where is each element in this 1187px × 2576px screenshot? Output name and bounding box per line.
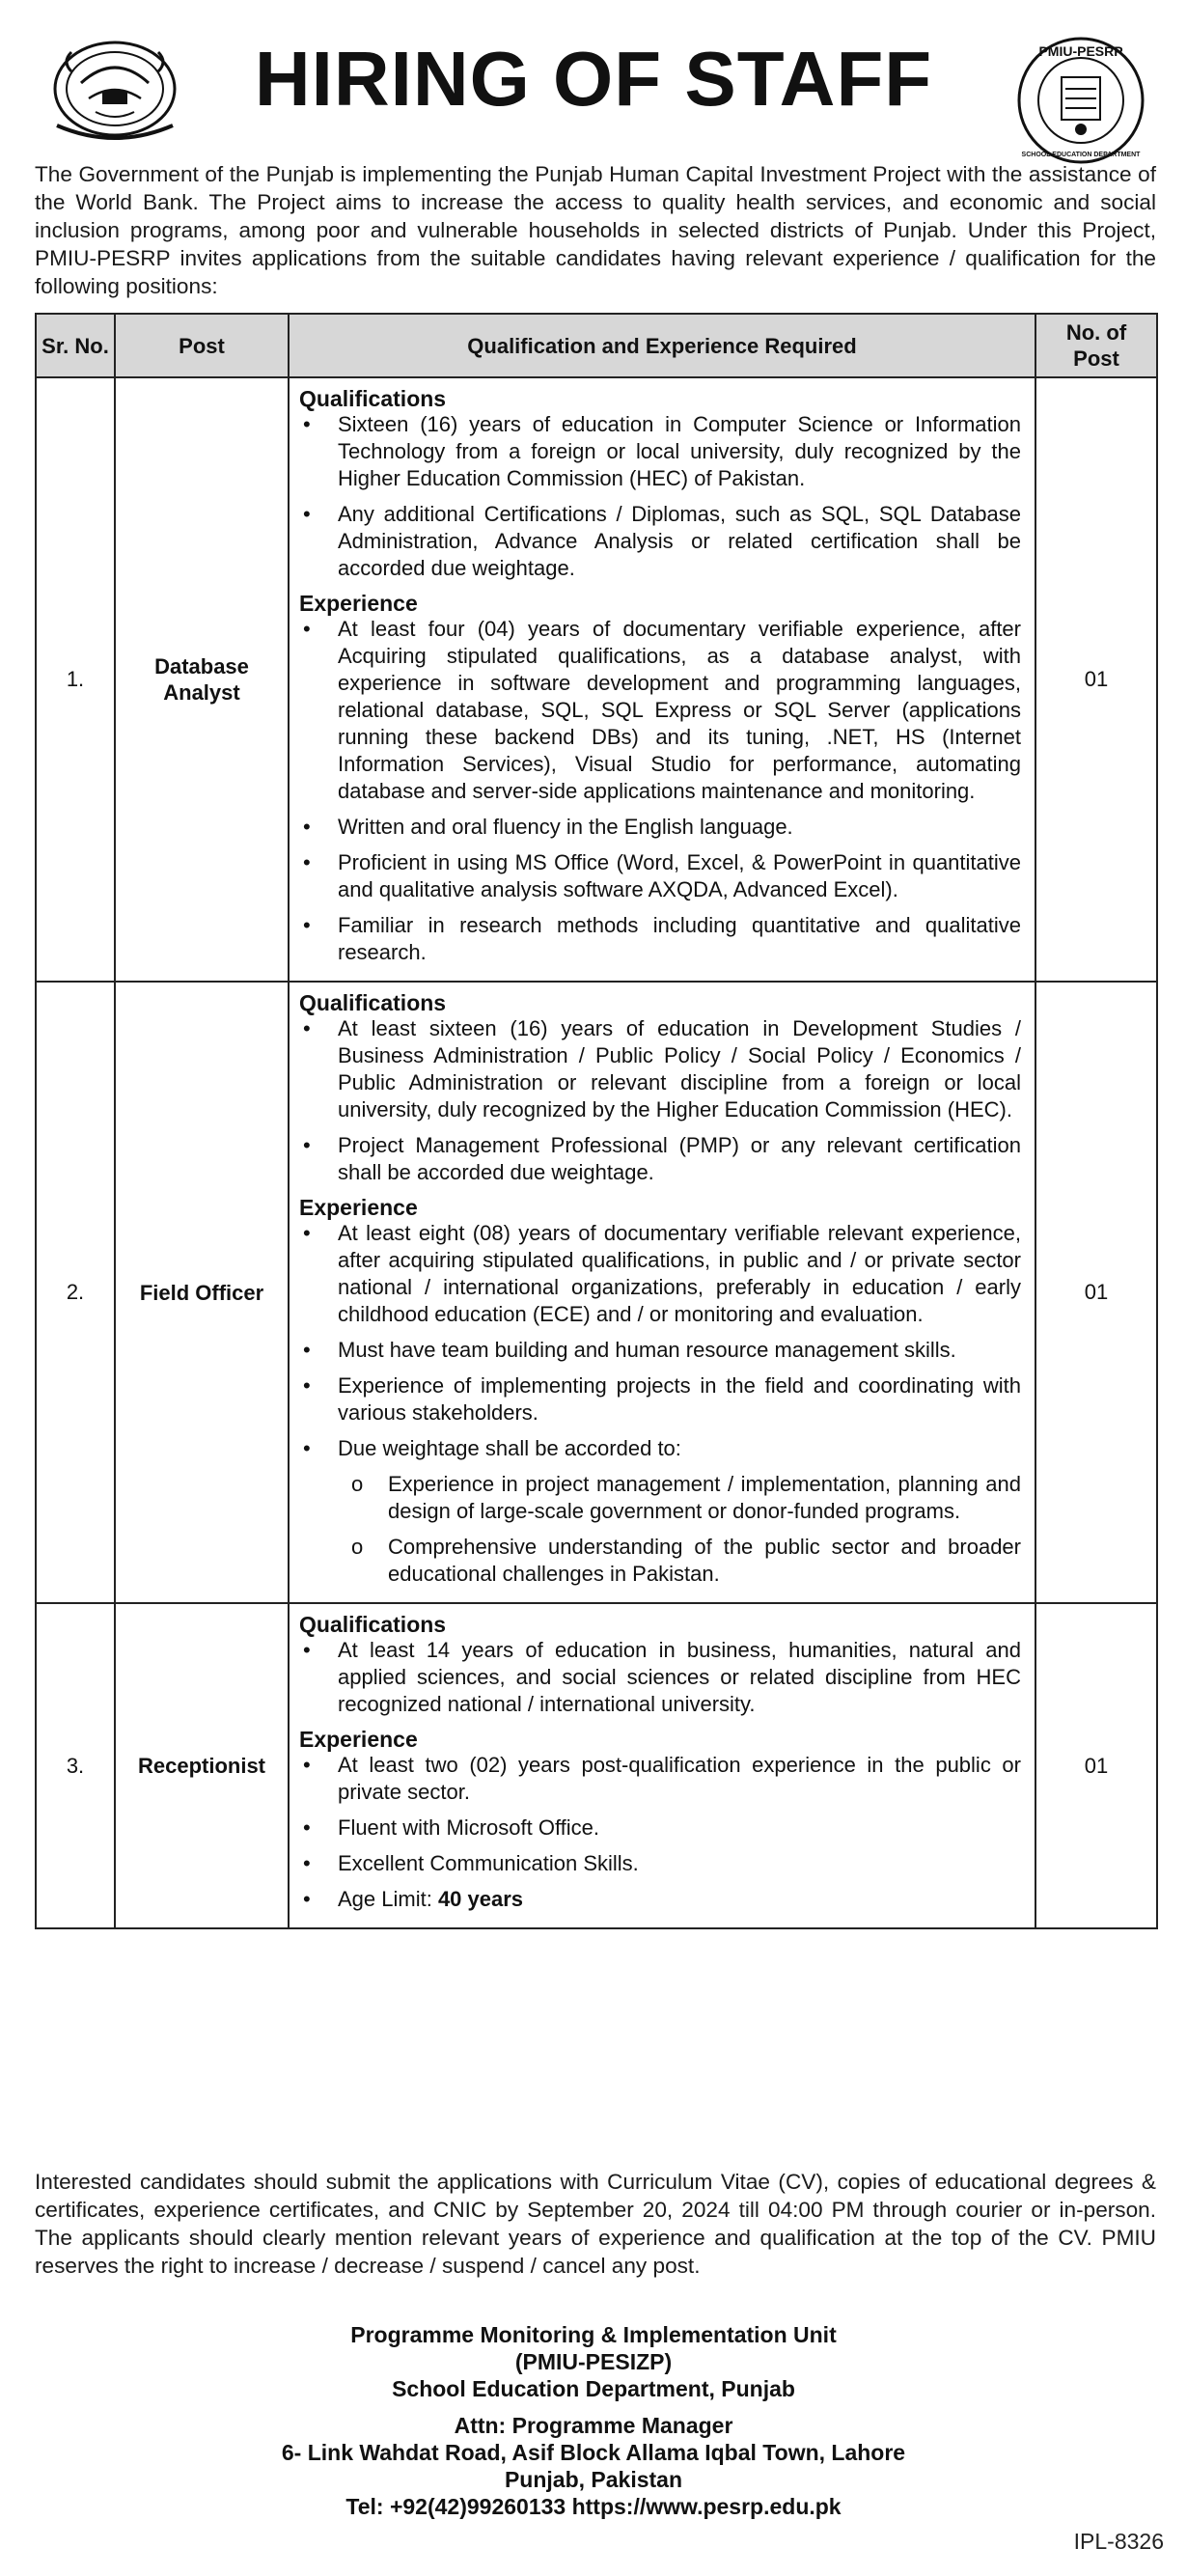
qualifications-heading: Qualifications — [299, 386, 447, 411]
list-item: • Sixteen (16) years of education in Computer Science or Information Technology from a foreign or local university, duly recognized by the Higher Education Commission (HEC) of Pakistan. — [299, 411, 1021, 492]
list-item: • Fluent with Microsoft Office. — [299, 1814, 1021, 1842]
list-item: • At least four (04) years of documentary verifiable experience, after Acquiring stipulated qualifications, as a database analyst, with experience in software development and programming languages, relational database, SQL, SQL Express or SQL Server (applications running these backend DBs) and its tuning, .NET, HS (Internet Information Services), Visual Studio for performance, automating database and server-side applications maintenance and monitoring. — [299, 616, 1021, 805]
table-row — [36, 982, 1157, 1603]
positions-table — [35, 313, 1158, 1929]
qualifications-heading: Qualifications — [299, 990, 447, 1015]
list-item: • At least sixteen (16) years of education in Development Studies / Business Administration / Public Policy / Social Policy / Economics / Public Administration or relevant discipline from a foreign or local university, duly recognized by the Higher Education Commission (HEC). — [299, 1015, 1021, 1123]
experience-heading: Experience — [299, 1195, 418, 1220]
experience-list — [299, 1220, 1021, 1588]
row-post-count: 01 — [1035, 377, 1157, 982]
footer-unit-abbr: (PMIU-PESIZP) — [514, 2349, 673, 2374]
experience-list — [299, 616, 1021, 966]
list-item: • Written and oral fluency in the English language. — [299, 814, 1021, 841]
header-sr-no: Sr. No. — [36, 314, 115, 377]
footer-contact: Tel: +92(42)99260133 https://www.pesrp.edu.pk — [345, 2494, 842, 2519]
footer-attention: Attn: Programme Manager — [454, 2413, 733, 2438]
row-post-count: 01 — [1035, 982, 1157, 1603]
list-item: • Any additional Certifications / Diplomas, such as SQL, SQL Database Administration, Advance Analysis or related certification shall be accorded due weightage. — [299, 501, 1021, 582]
age-limit-value: 40 years — [437, 1887, 524, 1911]
list-item: • Must have team building and human resource management skills. — [299, 1337, 1021, 1364]
row-sr-no: 2. — [36, 982, 115, 1603]
list-item: • At least 14 years of education in business, humanities, natural and applied sciences, and social sciences or related discipline from HEC recognized national / international university. — [299, 1637, 1021, 1718]
row-sr-no: 3. — [36, 1603, 115, 1928]
list-item: • At least eight (08) years of documentary verifiable relevant experience, after acquiring stipulated qualifications, in public and / or private sector national / international organizations, preferably in education / early childhood education (ECE) and / or monitoring and evaluation. — [299, 1220, 1021, 1328]
seal-subtext: SCHOOL EDUCATION DEPARTMENT — [1021, 152, 1141, 158]
row-post-title: Database Analyst — [115, 377, 289, 982]
page-title: HIRING OF STAFF — [254, 36, 933, 122]
list-item: • Familiar in research methods including quantitative and qualitative research. — [299, 912, 1021, 966]
row-post-title: Receptionist — [115, 1603, 289, 1928]
experience-list — [299, 1752, 1021, 1913]
application-instructions: Interested candidates should submit the applications with Curriculum Vitae (CV), copies of educational degrees & certificates, experience certificates, and CNIC by September 20, 2024 till 04:00 PM through courier or in-person. The applicants should clearly mention relevant years of experience and qualification at the top of the CV. PMIU reserves the right to increase / decrease / suspend / cancel any post. — [35, 2170, 1156, 2278]
list-item: • Proficient in using MS Office (Word, Excel, & PowerPoint in quantitative and qualitative analysis software AXQDA, Advanced Excel). — [299, 849, 1021, 903]
footer-unit-name: Programme Monitoring & Implementation Unit — [350, 2322, 837, 2347]
row-requirements — [289, 982, 1035, 1603]
footer-address-line-2: Punjab, Pakistan — [504, 2467, 683, 2492]
row-post-count: 01 — [1035, 1603, 1157, 1928]
age-limit-item — [299, 1886, 1021, 1913]
list-item: • Experience of implementing projects in the field and coordinating with various stakeholders. — [299, 1372, 1021, 1426]
header-no-of-post: No. of Post — [1035, 314, 1157, 377]
qualifications-list — [299, 1015, 1021, 1186]
experience-heading: Experience — [299, 591, 418, 616]
row-sr-no: 1. — [36, 377, 115, 982]
list-item: • At least two (02) years post-qualification experience in the public or private sector. — [299, 1752, 1021, 1806]
footer-department: School Education Department, Punjab — [392, 2376, 795, 2401]
qualifications-list — [299, 1637, 1021, 1718]
footer-address-line-1: 6- Link Wahdat Road, Asif Block Allama Iqbal Town, Lahore — [281, 2440, 906, 2465]
row-requirements — [289, 1603, 1035, 1928]
qualifications-heading: Qualifications — [299, 1612, 447, 1637]
seal-title-text: PMIU-PESRP — [1038, 43, 1123, 59]
experience-heading: Experience — [299, 1727, 418, 1752]
pmiu-pesrp-seal-logo — [1015, 35, 1146, 166]
header-qualification: Qualification and Experience Required — [289, 314, 1035, 377]
list-item: • Project Management Professional (PMP) or any relevant certification shall be accorded due weightage. — [299, 1132, 1021, 1186]
qualifications-list — [299, 411, 1021, 582]
list-sub-item: o Comprehensive understanding of the public sector and broader educational challenges in Pakistan. — [299, 1534, 1021, 1588]
table-row — [36, 1603, 1157, 1928]
table-header-row — [36, 314, 1157, 377]
age-limit-label: Age Limit: — [338, 1887, 438, 1911]
header-post: Post — [115, 314, 289, 377]
row-requirements — [289, 377, 1035, 982]
list-sub-item: o Experience in project management / implementation, planning and design of large-scale government or donor-funded programs. — [299, 1471, 1021, 1525]
table-row — [36, 377, 1157, 982]
list-item: • Due weightage shall be accorded to: — [299, 1435, 1021, 1462]
row-post-title: Field Officer — [115, 982, 289, 1603]
list-item: • Excellent Communication Skills. — [299, 1850, 1021, 1877]
reference-code: IPL-8326 — [1073, 2529, 1164, 2554]
punjab-emblem-logo — [42, 33, 187, 149]
intro-paragraph: The Government of the Punjab is implementing the Punjab Human Capital Investment Project with the assistance of the World Bank. The Project aims to increase the access to quality health services, and economic and social inclusion programs, among poor and vulnerable households in selected districts of Punjab. Under this Project, PMIU-PESRP invites applications from the suitable candidates having relevant experience / qualification for the following positions: — [35, 162, 1156, 298]
